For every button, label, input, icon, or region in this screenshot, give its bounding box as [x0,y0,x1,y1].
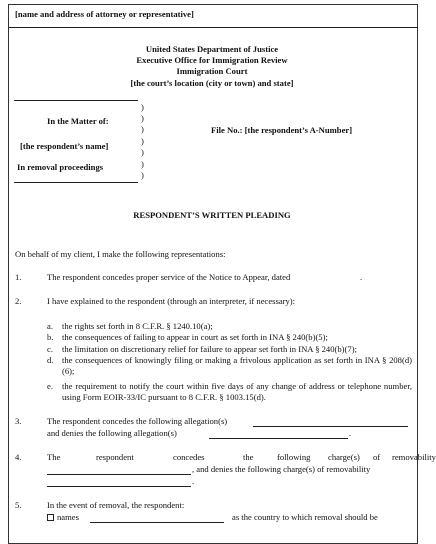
item-5-option-label: names [57,512,79,522]
caption-paren: ) [141,113,144,123]
item-4-word: The [47,452,61,462]
sub-item-text: the consequences of failing to appear in court as set forth in INA § 240(b)(5); [62,332,328,342]
item-number: 4. [15,452,22,462]
sub-letter: a. [47,321,53,331]
allegations-denied-blank[interactable] [209,438,348,439]
item-4-word: following [277,452,311,462]
country-blank[interactable] [90,522,224,523]
charges-denied-blank[interactable] [47,486,191,487]
item-1-end: . [360,272,363,282]
intro-text: On behalf of my client, I make the following representations: [15,249,226,259]
item-4-word: the [243,452,254,462]
caption-top-rule [14,100,138,101]
allegations-conceded-blank[interactable] [253,426,408,427]
item-number: 3. [15,416,22,426]
item-4-word: respondent [96,452,134,462]
item-4-line2: , and denies the following charge(s) of removability [192,464,371,474]
attorney-label: [name and address of attorney or representative] [15,9,194,19]
item-number: 1. [15,272,22,282]
sub-letter: e. [47,381,53,391]
sub-letter: d. [47,355,54,365]
header-court: Immigration Court [176,66,248,76]
header-location: [the court’s location (city or town) and state] [130,78,294,88]
caption-paren: ) [141,136,144,146]
charges-conceded-blank[interactable] [47,474,191,475]
item-5-text: In the event of removal, the respondent: [47,500,185,510]
item-3-line1: The respondent concedes the following allegation(s) [47,416,228,426]
header-office: Executive Office for Immigration Review [136,55,288,65]
item-5-tail: as the country to which removal should be [232,512,378,522]
item-1-text: The respondent concedes proper service of the Notice to Appear, dated [47,272,291,282]
item-4-word: charge(s) [328,452,360,462]
caption-proceedings: In removal proceedings [17,162,104,172]
item-4-word: concedes [173,452,205,462]
caption-paren: ) [141,102,144,112]
sub-letter: b. [47,332,54,342]
sub-item-text: the rights set forth in 8 C.F.R. § 1240.10(a); [62,321,213,331]
file-number: File No.: [the respondent’s A-Number] [211,125,353,135]
caption-bottom-rule [14,182,138,183]
item-3-line2: and denies the following allegation(s) [47,428,177,438]
caption-matter: In the Matter of: [47,116,109,126]
item-5-option [47,512,79,522]
caption-paren: ) [141,170,144,180]
sub-item-text: the consequences of knowingly filing or making a frivolous application as set forth in INA § 208(d)(6); [62,355,412,376]
document-title: RESPONDENT’S WRITTEN PLEADING [133,210,291,220]
item-3-end: . [349,428,352,438]
attorney-divider [9,27,418,28]
item-4-end: . [192,476,195,486]
item-4-word: removability [392,452,436,462]
item-4-word: of [373,452,381,462]
sub-item-text: the requirement to notify the court within five days of any change of address or telephone number, using Form EOIR-33/IC pursuant to 8 C.F.R. § 1003.15(d). [62,381,412,402]
names-checkbox[interactable] [47,514,54,521]
item-number: 5. [15,500,22,510]
header-department: United States Department of Justice [145,44,279,54]
caption-respondent: [the respondent’s name] [20,141,109,151]
item-number: 2. [15,296,22,306]
sub-item-text: the limitation on discretionary relief for failure to appear set forth in INA § 240(b)(7); [62,344,357,354]
item-2-text: I have explained to the respondent (through an interpreter, if necessary): [47,296,296,306]
caption-paren: ) [141,124,144,134]
caption-paren: ) [141,147,144,157]
sub-letter: c. [47,344,53,354]
caption-paren: ) [141,159,144,169]
